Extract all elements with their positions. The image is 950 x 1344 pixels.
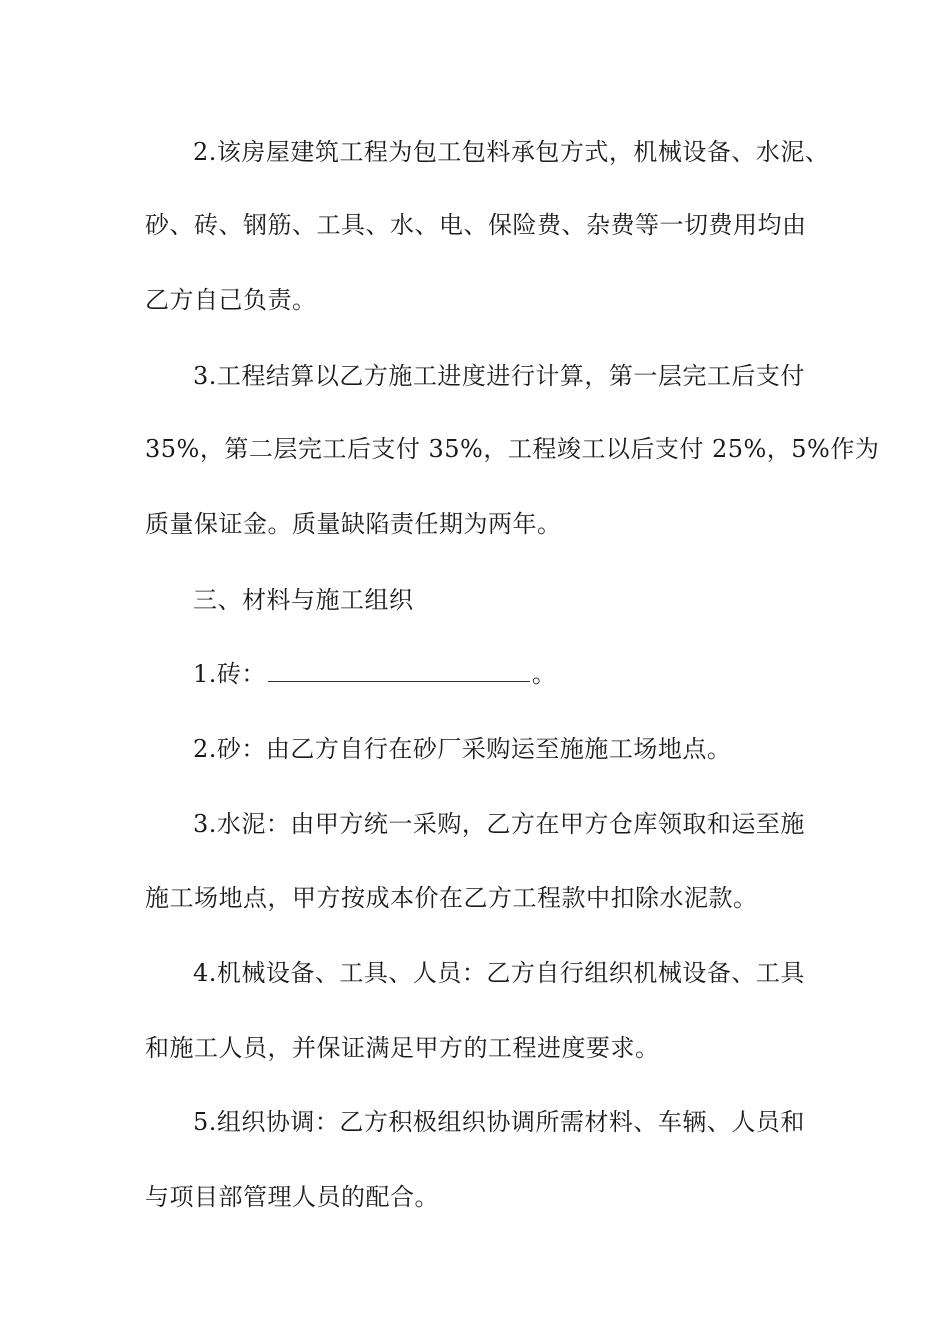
paragraph-line: 与项目部管理人员的配合。 bbox=[145, 1183, 439, 1211]
paragraph-line: 质量保证金。质量缺陷责任期为两年。 bbox=[145, 510, 562, 538]
paragraph-line: 3.水泥：由甲方统一采购，乙方在甲方仓库领取和运至施 bbox=[193, 810, 805, 838]
paragraph-line: 砂、砖、钢筋、工具、水、电、保险费、杂费等一切费用均由 bbox=[145, 211, 807, 239]
brick-blank-line bbox=[268, 659, 530, 682]
paragraph-line: 3.工程结算以乙方施工进度进行计算，第一层完工后支付 bbox=[193, 362, 805, 390]
brick-suffix: 。 bbox=[531, 660, 557, 688]
paragraph-line: 35%，第二层完工后支付 35%，工程竣工以后支付 25%，5%作为 bbox=[145, 435, 880, 463]
brick-item bbox=[193, 659, 873, 689]
paragraph-line: 2.砂：由乙方自行在砂厂采购运至施施工场地点。 bbox=[193, 735, 732, 763]
section-heading: 三、材料与施工组织 bbox=[193, 586, 414, 614]
paragraph-line: 2.该房屋建筑工程为包工包料承包方式，机械设备、水泥、 bbox=[193, 138, 830, 166]
paragraph-line: 4.机械设备、工具、人员：乙方自行组织机械设备、工具 bbox=[193, 959, 805, 987]
paragraph-line: 施工场地点，甲方按成本价在乙方工程款中扣除水泥款。 bbox=[145, 884, 758, 912]
brick-label: 1.砖： bbox=[193, 660, 266, 688]
paragraph-line: 5.组织协调：乙方积极组织协调所需材料、车辆、人员和 bbox=[193, 1108, 805, 1136]
paragraph-line: 乙方自己负责。 bbox=[145, 286, 317, 314]
paragraph-line: 和施工人员，并保证满足甲方的工程进度要求。 bbox=[145, 1034, 660, 1062]
